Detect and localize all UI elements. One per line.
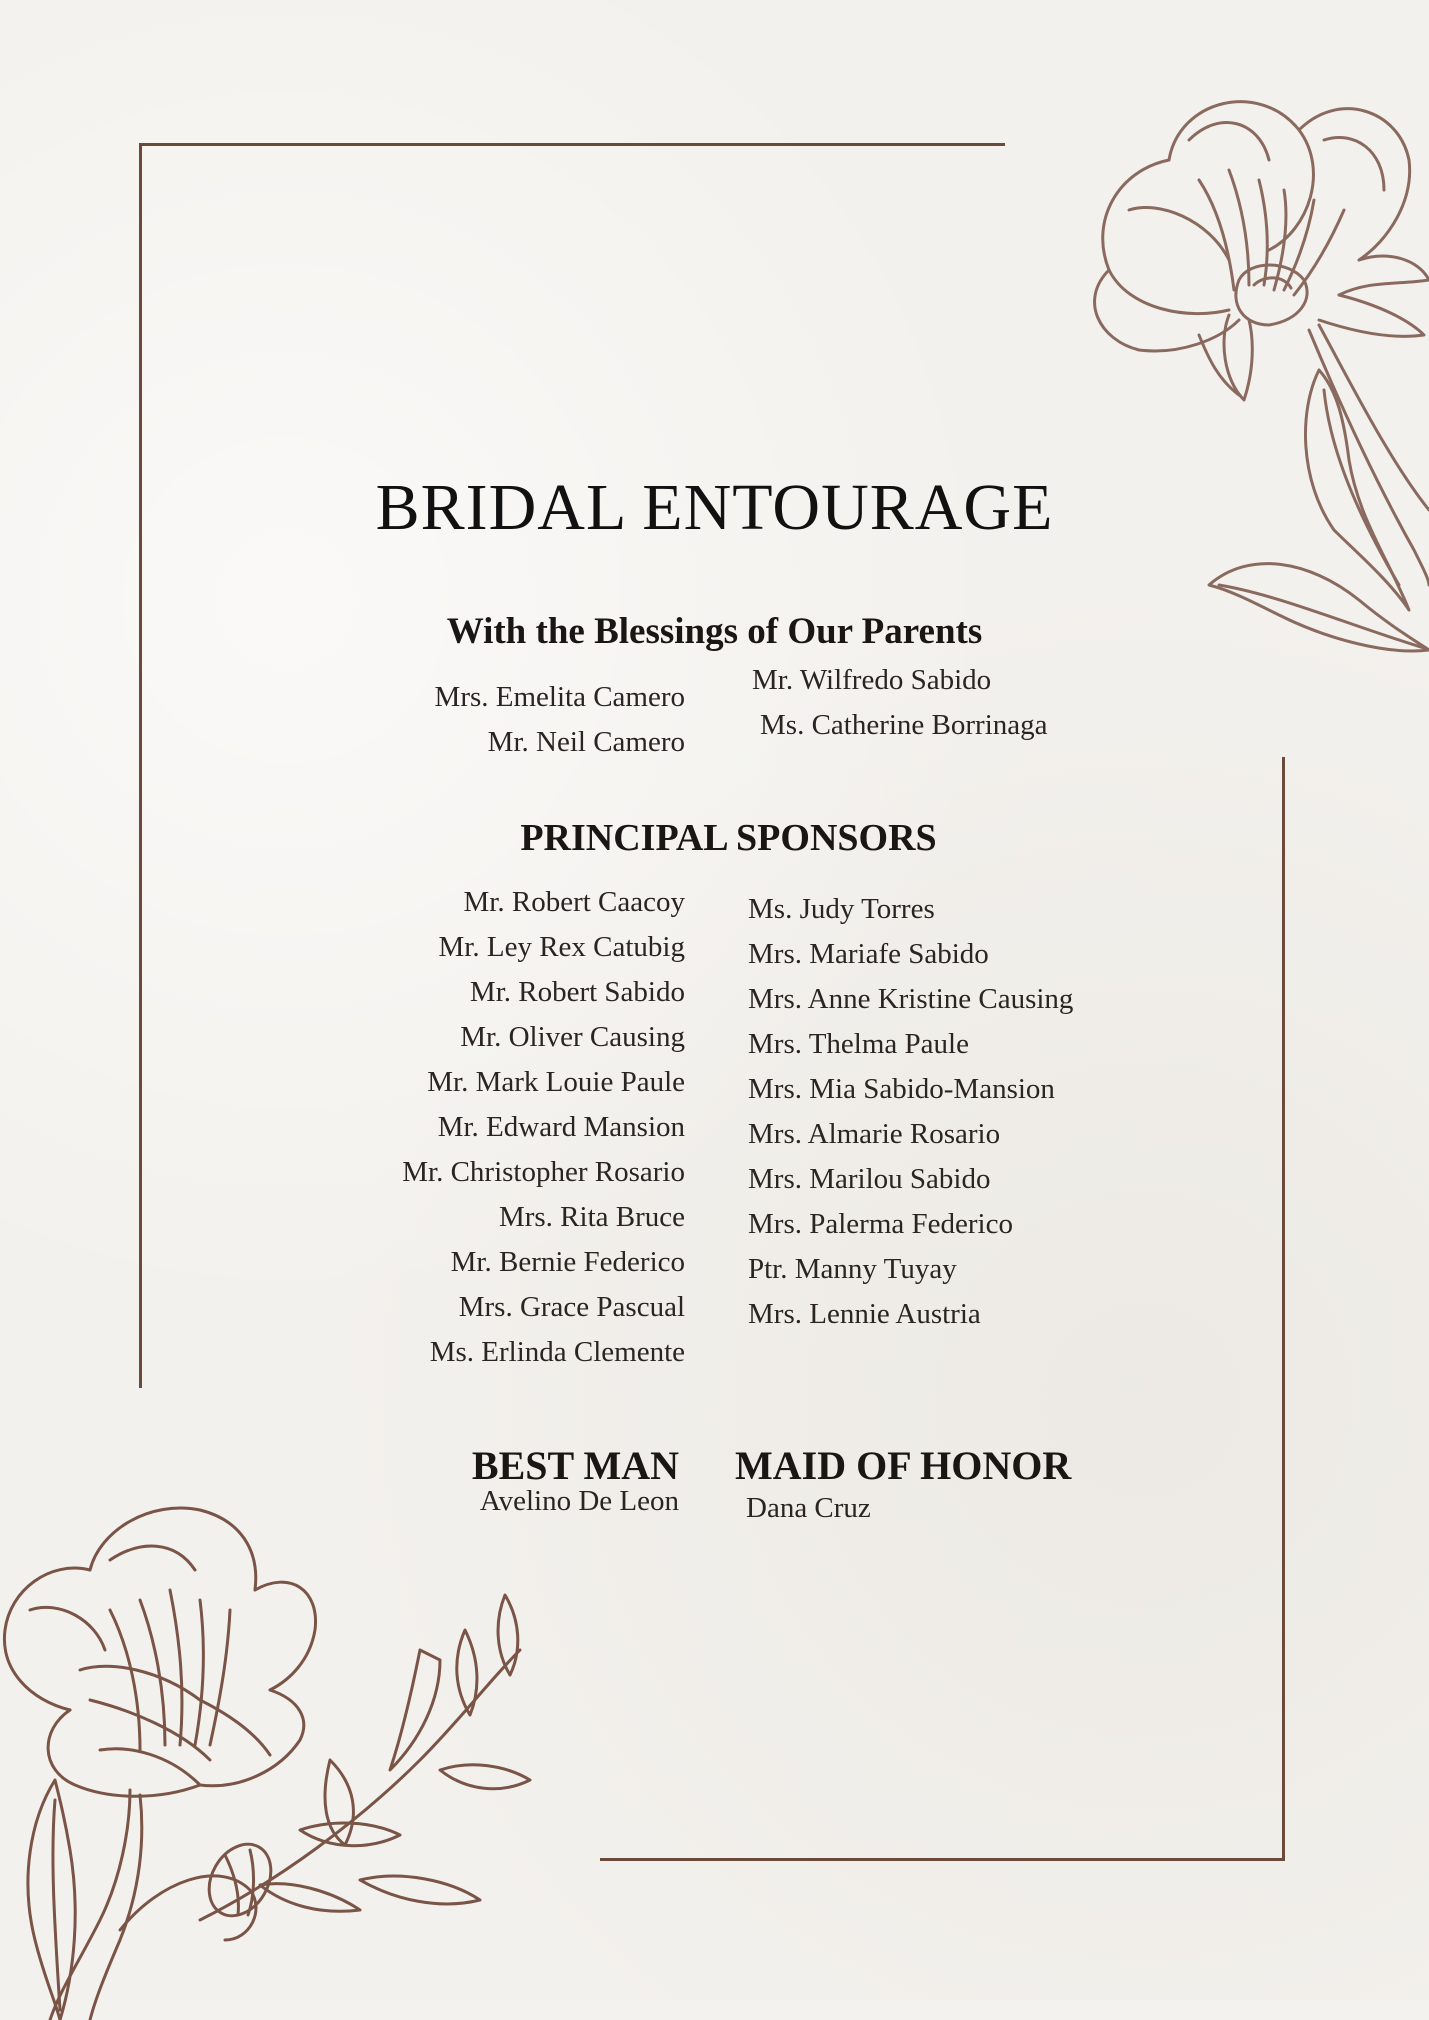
best-man-heading: BEST MAN: [471, 1443, 679, 1488]
sponsors-left-column: [300, 880, 685, 1375]
sponsor-name: Mr. Mark Louie Paule: [427, 1066, 685, 1098]
sponsor-name: Mrs. Grace Pascual: [458, 1291, 685, 1323]
maid-of-honor-name: Dana Cruz: [746, 1492, 871, 1524]
frame-top-line: [140, 143, 1005, 146]
sponsor-name: Mr. Oliver Causing: [460, 1021, 685, 1053]
parent-name: Ms. Catherine Borrinaga: [760, 709, 1048, 741]
parents-heading: With the Blessings of Our Parents: [446, 611, 983, 652]
sponsor-name: Mr. Ley Rex Catubig: [438, 931, 685, 963]
sponsor-name: Mrs. Almarie Rosario: [748, 1118, 1001, 1150]
best-man-name: Avelino De Leon: [479, 1485, 679, 1517]
floral-top-right-icon: [1069, 80, 1429, 660]
frame-bottom-line: [600, 1858, 1285, 1861]
frame-right-line: [1282, 757, 1285, 1861]
parents-right-column: [752, 658, 1152, 748]
sponsor-name: Mrs. Palerma Federico: [748, 1208, 1013, 1240]
frame-left-line: [139, 143, 142, 1388]
sponsor-name: Mrs. Marilou Sabido: [748, 1163, 991, 1195]
sponsor-name: Mrs. Thelma Paule: [748, 1028, 969, 1060]
sponsor-name: Mrs. Mariafe Sabido: [748, 938, 989, 970]
sponsor-name: Mrs. Rita Bruce: [498, 1201, 685, 1233]
parent-name: Mrs. Emelita Camero: [434, 681, 685, 713]
sponsors-heading: PRINCIPAL SPONSORS: [520, 817, 937, 859]
page-title: BRIDAL ENTOURAGE: [375, 471, 1054, 544]
sponsor-name: Mr. Edward Mansion: [437, 1111, 685, 1143]
sponsor-name: Ms. Erlinda Clemente: [429, 1336, 685, 1368]
sponsor-name: Mr. Christopher Rosario: [402, 1156, 685, 1188]
sponsor-name: Mr. Bernie Federico: [450, 1246, 685, 1278]
parent-name: Mr. Wilfredo Sabido: [752, 664, 992, 696]
parents-left-column: [330, 675, 685, 765]
sponsor-name: Ptr. Manny Tuyay: [748, 1253, 957, 1285]
sponsor-name: Mr. Robert Caacoy: [463, 886, 685, 918]
maid-of-honor-heading: MAID OF HONOR: [735, 1443, 1072, 1488]
sponsors-right-column: [748, 887, 1168, 1337]
sponsor-name: Ms. Judy Torres: [748, 893, 935, 925]
sponsor-name: Mrs. Anne Kristine Causing: [748, 983, 1074, 1015]
floral-bottom-left-icon: [0, 1500, 540, 2020]
sponsor-name: Mrs. Lennie Austria: [748, 1298, 981, 1330]
parent-name: Mr. Neil Camero: [487, 726, 685, 758]
sponsor-name: Mr. Robert Sabido: [469, 976, 685, 1008]
sponsor-name: Mrs. Mia Sabido-Mansion: [748, 1073, 1055, 1105]
